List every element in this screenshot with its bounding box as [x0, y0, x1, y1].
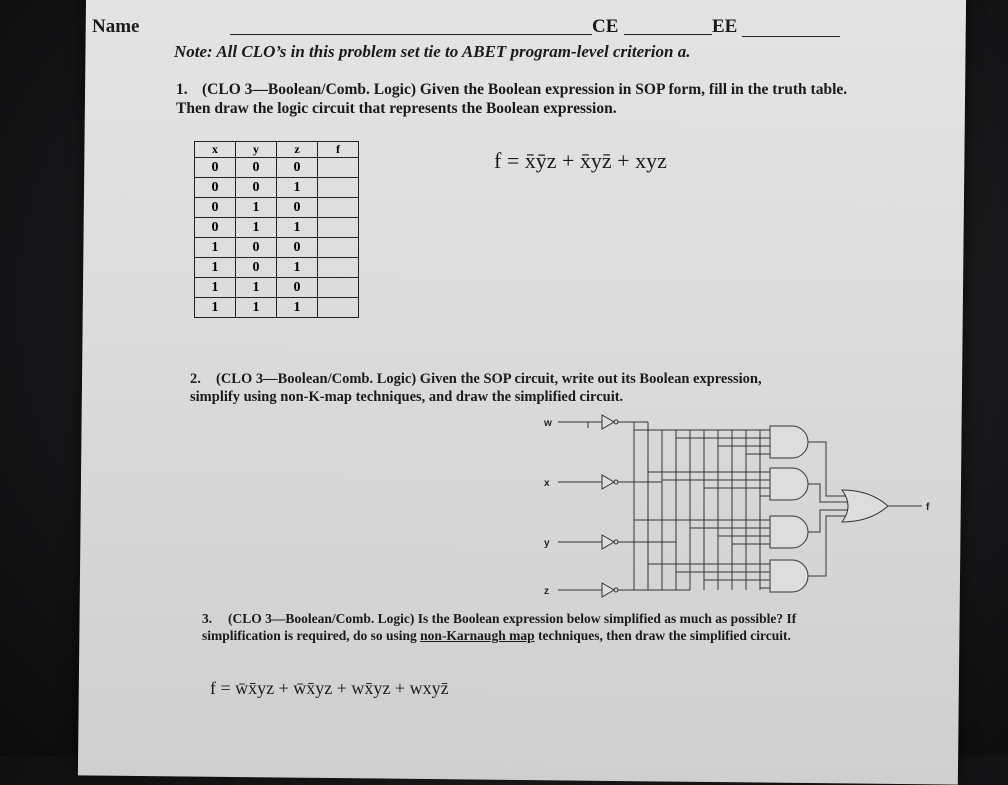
- answer-cell[interactable]: [318, 158, 359, 178]
- question-2-text: (CLO 3—Boolean/Comb. Logic) Given the SOP circuit, write out its Boolean expression, simplify using non-K-map techniques, and draw the simplified circuit.: [190, 371, 762, 405]
- table-cell: 1: [195, 238, 236, 258]
- table-cell: 0: [236, 258, 277, 278]
- table-row: [195, 198, 359, 218]
- name-label: Name: [92, 16, 140, 37]
- table-cell: 1: [195, 298, 236, 318]
- table-cell: 1: [236, 218, 277, 238]
- table-cell: 1: [277, 218, 318, 238]
- question-2: [190, 370, 810, 406]
- table-row: [195, 298, 359, 318]
- ce-blank-line: [624, 34, 712, 35]
- ee-blank-line: [742, 36, 840, 37]
- table-cell: 0: [277, 238, 318, 258]
- table-row: [195, 158, 359, 178]
- table-row: [195, 218, 359, 238]
- question-3-text-before: (CLO 3—Boolean/Comb. Logic) Is the Boolean expression below simplified as much as possible? If simplification is required, do so using: [202, 611, 797, 643]
- table-cell: 1: [236, 298, 277, 318]
- table-cell: 0: [236, 158, 277, 178]
- table-cell: 0: [195, 158, 236, 178]
- table-cell: 1: [195, 278, 236, 298]
- question-3-number: 3.: [202, 611, 213, 626]
- table-cell: 1: [277, 178, 318, 198]
- note-text: Note: All CLO’s in this problem set tie to ABET program-level criterion a.: [174, 42, 691, 61]
- question-3-expression: f = w̄x̄yz + w̄x̄yz + wx̄yz + wxyz̄: [210, 678, 449, 698]
- table-cell: 0: [195, 198, 236, 218]
- answer-cell[interactable]: [318, 278, 359, 298]
- name-blank-line: [230, 34, 592, 35]
- table-cell: 0: [277, 198, 318, 218]
- non-karnaugh-map-link: non-Karnaugh map: [420, 628, 535, 643]
- ce-label: CE: [592, 16, 619, 37]
- question-1-text: (CLO 3—Boolean/Comb. Logic) Given the Boolean expression in SOP form, fill in the truth table. Then draw the logic circuit that represents the Boolean expression.: [176, 81, 848, 117]
- answer-cell[interactable]: [318, 298, 359, 318]
- table-cell: 1: [277, 298, 318, 318]
- answer-cell[interactable]: [318, 198, 359, 218]
- sop-circuit-diagram: [530, 410, 950, 610]
- question-1-expression: f = x̄ȳz + x̄yz̄ + xyz: [494, 148, 667, 173]
- question-3-text-after: techniques, then draw the simplified circuit.: [534, 628, 791, 643]
- answer-cell[interactable]: [318, 178, 359, 198]
- answer-cell[interactable]: [318, 218, 359, 238]
- table-row: [195, 178, 359, 198]
- question-2-number: 2.: [190, 371, 201, 387]
- truth-table: [194, 141, 359, 318]
- input-z-label: z: [544, 586, 549, 597]
- answer-cell[interactable]: [318, 238, 359, 258]
- table-cell: 1: [236, 278, 277, 298]
- question-1-number: 1.: [176, 81, 188, 98]
- input-w-label: w: [544, 418, 552, 429]
- output-f-label: f: [926, 502, 930, 513]
- input-x-label: x: [544, 478, 550, 489]
- input-y-label: y: [544, 538, 550, 549]
- header-cell: x: [195, 142, 236, 158]
- table-cell: 0: [277, 158, 318, 178]
- table-cell: 0: [195, 218, 236, 238]
- table-cell: 0: [277, 278, 318, 298]
- ee-label: EE: [712, 16, 738, 37]
- table-row: [195, 238, 359, 258]
- truth-table-header: [195, 142, 359, 158]
- table-cell: 1: [277, 258, 318, 278]
- table-row: [195, 258, 359, 278]
- table-cell: 1: [195, 258, 236, 278]
- question-1: [176, 80, 856, 118]
- header-cell: y: [236, 142, 277, 158]
- header-cell: f: [318, 142, 359, 158]
- table-cell: 0: [236, 238, 277, 258]
- answer-cell[interactable]: [318, 258, 359, 278]
- table-row: [195, 278, 359, 298]
- table-cell: 0: [236, 178, 277, 198]
- question-3: [202, 610, 812, 644]
- table-cell: 0: [195, 178, 236, 198]
- header-cell: z: [277, 142, 318, 158]
- table-cell: 1: [236, 198, 277, 218]
